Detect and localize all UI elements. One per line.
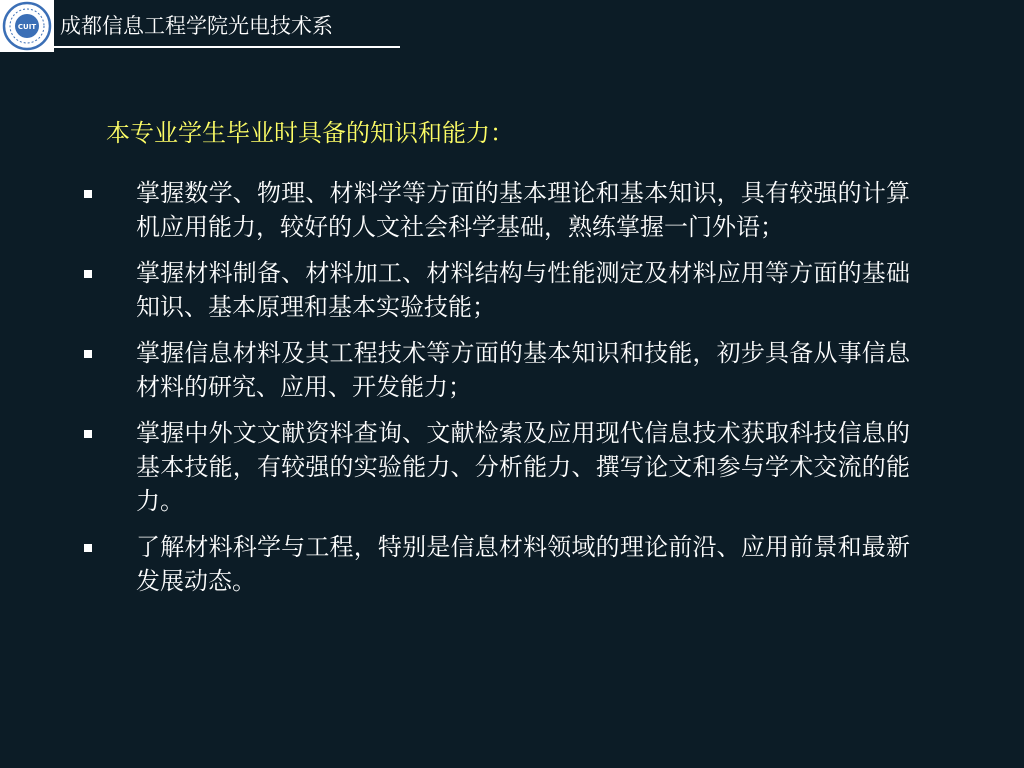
cuit-logo-icon: [0, 0, 54, 52]
list-item: [80, 256, 910, 324]
list-item: [80, 530, 910, 598]
list-item-text: 了解材料科学与工程，特别是信息材料领域的理论前沿、应用前景和最新发展动态。: [136, 533, 910, 595]
list-item-text: 掌握中外文文献资料查询、文献检索及应用现代信息技术获取科技信息的基本技能，有较强的实验能力、分析能力、撰写论文和参与学术交流的能力。: [136, 419, 910, 515]
content-list: [80, 176, 910, 610]
slide-subtitle: 本专业学生毕业时具备的知识和能力：: [106, 119, 514, 147]
square-bullet-icon: [84, 270, 92, 278]
list-item-text: 掌握材料制备、材料加工、材料结构与性能测定及材料应用等方面的基础知识、基本原理和基本实验技能；: [136, 259, 910, 321]
square-bullet-icon: [84, 544, 92, 552]
header-divider: [54, 46, 400, 48]
logo-text: CUIT: [17, 23, 37, 31]
list-item-text: 掌握信息材料及其工程技术等方面的基本知识和技能，初步具备从事信息材料的研究、应用、开发能力；: [136, 339, 910, 401]
header-title: 成都信息工程学院光电技术系: [60, 14, 333, 38]
square-bullet-icon: [84, 190, 92, 198]
list-item-text: 掌握数学、物理、材料学等方面的基本理论和基本知识，具有较强的计算机应用能力，较好的人文社会科学基础，熟练掌握一门外语；: [136, 179, 910, 241]
list-item: [80, 336, 910, 404]
list-item: [80, 416, 910, 518]
square-bullet-icon: [84, 350, 92, 358]
square-bullet-icon: [84, 430, 92, 438]
list-item: [80, 176, 910, 244]
